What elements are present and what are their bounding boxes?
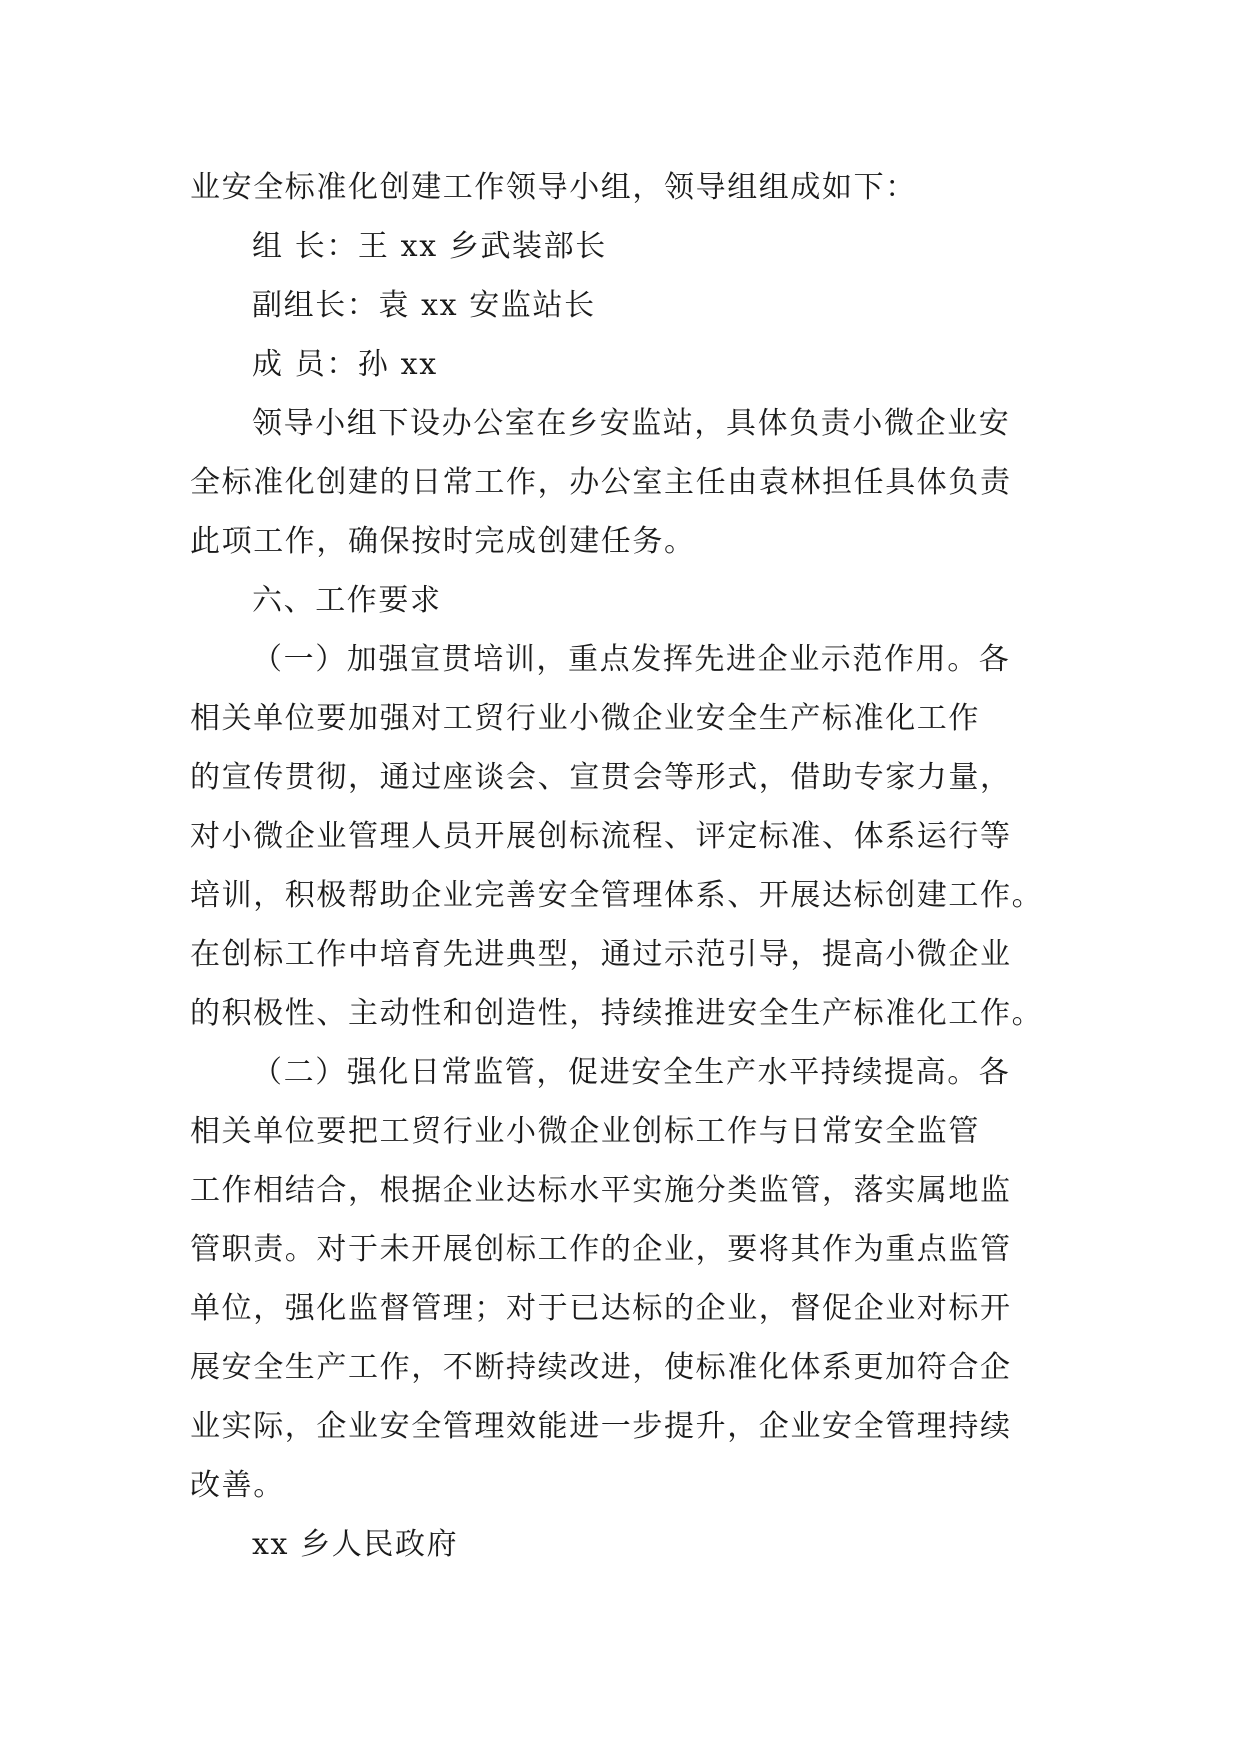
- text-line: 在创标工作中培育先进典型，通过示范引导，提高小微企业: [190, 937, 1012, 972]
- text-line: 此项工作，确保按时完成创建任务。: [190, 524, 696, 559]
- text-line: 相关单位要把工贸行业小微企业创标工作与日常安全监管: [190, 1114, 980, 1149]
- subsection-heading: （一）加强宣贯培训，重点发挥先进企业示范作用。各: [252, 642, 1011, 677]
- text-line: 展安全生产工作，不断持续改进，使标准化体系更加符合企: [190, 1350, 1012, 1385]
- text-line: 的积极性、主动性和创造性，持续推进安全生产标准化工作。: [190, 996, 1044, 1031]
- text-line: 单位，强化监督管理；对于已达标的企业，督促企业对标开: [190, 1291, 1012, 1326]
- subsection-heading: （二）强化日常监管，促进安全生产水平持续提高。各: [252, 1055, 1011, 1090]
- text-line: 管职责。对于未开展创标工作的企业，要将其作为重点监管: [190, 1232, 1012, 1267]
- text-line: 的宣传贯彻，通过座谈会、宣贯会等形式，借助专家力量，: [190, 760, 1012, 795]
- member-line: 成 员：孙 xx: [252, 347, 438, 382]
- text-line: 业实际，企业安全管理效能进一步提升，企业安全管理持续: [190, 1409, 1012, 1444]
- deputy-leader-line: 副组长：袁 xx 安监站长: [252, 288, 596, 323]
- document-body: [190, 158, 1070, 1574]
- text-line: 对小微企业管理人员开展创标流程、评定标准、体系运行等: [190, 819, 1012, 854]
- group-leader-line: 组 长：王 xx 乡武装部长: [252, 229, 607, 264]
- text-line: 领导小组下设办公室在乡安监站，具体负责小微企业安: [252, 406, 1011, 441]
- text-line: 全标准化创建的日常工作，办公室主任由袁林担任具体负责: [190, 465, 1012, 500]
- text-line: 相关单位要加强对工贸行业小微企业安全生产标准化工作: [190, 701, 980, 736]
- signature-line: xx 乡人民政府: [252, 1527, 459, 1562]
- text-line: 业安全标准化创建工作领导小组，领导组组成如下：: [190, 170, 917, 205]
- text-line: 改善。: [190, 1468, 285, 1503]
- text-line: 培训，积极帮助企业完善安全管理体系、开展达标创建工作。: [190, 878, 1044, 913]
- section-heading: 六、工作要求: [252, 583, 442, 618]
- text-line: 工作相结合，根据企业达标水平实施分类监管，落实属地监: [190, 1173, 1012, 1208]
